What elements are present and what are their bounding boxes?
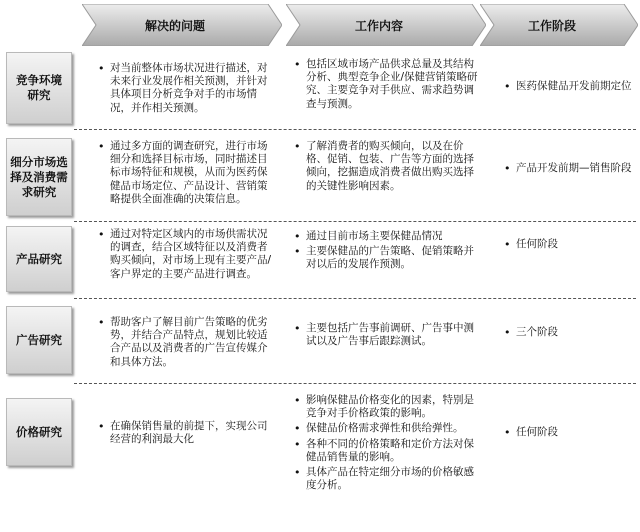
stage-item: • 任何阶段 (502, 426, 636, 439)
content-item: • 主要包括广告事前调研、广告事中测试以及广告事后跟踪测试。 (292, 322, 480, 348)
content-item: • 包括区域市场产品供求总量及其结构分析、典型竞争企业/保健营销策略研究、主要竞争对手供应、需求趋势调查与预测。 (292, 58, 480, 111)
row-contents (292, 322, 480, 350)
content-item: • 主要保健品的广告策略、促销策略并对以后的发展作预测。 (292, 245, 480, 271)
row-separator (74, 221, 636, 222)
stage-item: • 产品开发前期—销售阶段 (502, 162, 636, 175)
problem-item: • 通过多方面的调查研究，进行市场细分和选择目标市场，同时描述目标市场特征和规模，从而为医药保健品市场定位、产品设计、营销策略提供全面准确的决策信息。 (96, 140, 276, 206)
row-contents (292, 394, 480, 494)
content-item: • 影响保健品价格变化的因素，特别是竞争对手价格政策的影响。 (292, 394, 480, 420)
content-item: • 通过目前市场主要保健品情况 (292, 230, 480, 243)
row-stage (502, 80, 636, 95)
row-separator (74, 383, 636, 384)
row-stage (502, 162, 636, 177)
content-item: • 各种不同的价格策略和定价方法对保健品销售量的影响。 (292, 438, 480, 464)
row-contents (292, 58, 480, 113)
row-problems (96, 316, 276, 371)
stage-item: • 医药保健品开发前期定位 (502, 80, 636, 93)
row-contents (292, 230, 480, 274)
row-separator (74, 129, 636, 130)
row-label-pricing: 价格研究 (6, 398, 72, 466)
header-col-problems (82, 4, 282, 46)
content-item: • 具体产品在特定细分市场的价格敏感度分析。 (292, 466, 480, 492)
stage-item: • 任何阶段 (502, 238, 636, 251)
problem-item: • 对当前整体市场状况进行描述，对未来行业发展作相关预测，并针对具体项目分析竞争对手的市场情况，并作相关预测。 (96, 62, 276, 115)
row-problems (96, 228, 276, 283)
row-label-segmentation: 细分市场选 择及消费需 求研究 (6, 138, 72, 216)
header-col-problems-label: 解决的问题 (144, 18, 205, 33)
row-stage (502, 238, 636, 253)
row-label-competition: 竞争环境 研究 (6, 52, 72, 124)
problem-item: • 帮助客户了解目前广告策略的优劣势，并结合产品特点，规划比较适合产品以及消费者的广告宣传媒介和具体方法。 (96, 316, 276, 369)
problem-item: • 在确保销售量的前提下，实现公司经营的利润最大化 (96, 420, 276, 446)
row-separator (74, 298, 636, 299)
stage-item: • 三个阶段 (502, 326, 636, 339)
header-col-stage-label: 工作阶段 (527, 18, 576, 33)
problem-item: • 通过对特定区域内的市场供需状况的调查，结合区域特征以及消费者购买倾向，对市场上现有主要产品/客户界定的主要产品进行调查。 (96, 228, 276, 281)
row-problems (96, 62, 276, 117)
row-stage (502, 426, 636, 441)
header-col-stage (480, 4, 638, 46)
row-problems (96, 420, 276, 448)
row-stage (502, 326, 636, 341)
header-col-content-label: 工作内容 (354, 18, 403, 33)
row-label-advertising: 广告研究 (6, 306, 72, 374)
row-label-product: 产品研究 (6, 226, 72, 292)
content-item: • 了解消费者的购买倾向，以及在价格、促销、包装、广告等方面的选择倾向，挖掘造成消费者做出购买选择的关键性影响因素。 (292, 140, 480, 193)
content-item: • 保健品价格需求弹性和供给弹性。 (292, 422, 480, 435)
row-contents (292, 140, 480, 195)
header-col-content (286, 4, 486, 46)
row-problems (96, 140, 276, 208)
